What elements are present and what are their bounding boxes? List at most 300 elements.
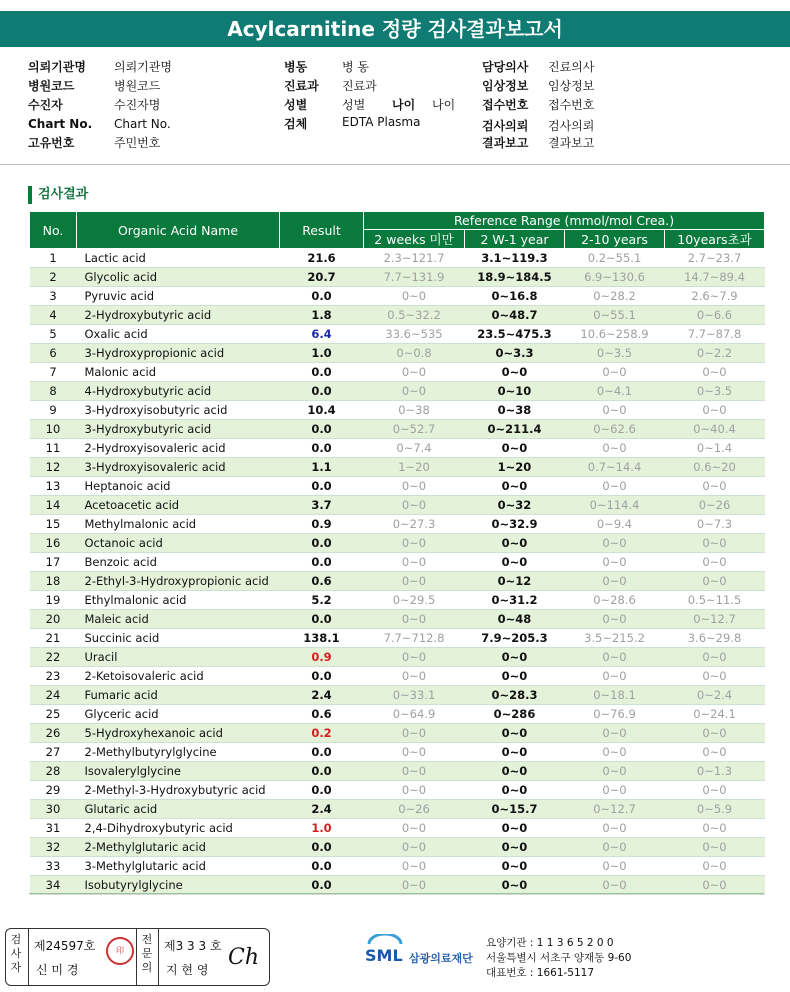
row-number: 4 xyxy=(30,306,77,325)
acid-name: Acetoacetic acid xyxy=(77,496,280,515)
reference-range: 0~38 xyxy=(364,401,465,420)
section-title: 검사결과 xyxy=(28,186,88,204)
reference-range: 1~20 xyxy=(364,458,465,477)
acid-name: Succinic acid xyxy=(77,629,280,648)
row-number: 1 xyxy=(30,249,77,268)
reference-range: 0~4.1 xyxy=(565,382,665,401)
row-number: 28 xyxy=(30,762,77,781)
reference-range: 0.7~14.4 xyxy=(565,458,665,477)
result-value: 1.0 xyxy=(280,344,364,363)
acid-name: Glutaric acid xyxy=(77,800,280,819)
reference-range: 0~0 xyxy=(665,534,765,553)
reference-range: 0~0 xyxy=(465,648,565,667)
reference-range: 0~0 xyxy=(565,667,665,686)
reference-range: 0~0 xyxy=(364,857,465,876)
reference-range: 0~32 xyxy=(465,496,565,515)
org-phone: 대표번호 : 1661-5117 xyxy=(486,967,595,979)
reference-range: 0~0 xyxy=(364,496,465,515)
acid-name: Heptanoic acid xyxy=(77,477,280,496)
result-value: 6.4 xyxy=(280,325,364,344)
reference-range: 0~0 xyxy=(364,648,465,667)
doctor-signature: Ch xyxy=(228,945,260,970)
table-row xyxy=(30,819,765,838)
table-row xyxy=(30,458,765,477)
reference-range: 0~0 xyxy=(364,363,465,382)
reference-range: 0~0 xyxy=(665,724,765,743)
row-number: 27 xyxy=(30,743,77,762)
reference-range: 0~0 xyxy=(565,553,665,572)
col-header-result: Result xyxy=(280,212,364,249)
result-value: 0.0 xyxy=(280,667,364,686)
reference-range: 0~48 xyxy=(465,610,565,629)
table-row xyxy=(30,553,765,572)
acid-name: Glycolic acid xyxy=(77,268,280,287)
reference-range: 0~0 xyxy=(565,724,665,743)
row-number: 19 xyxy=(30,591,77,610)
info-label: Chart No. xyxy=(28,117,93,131)
result-value: 0.0 xyxy=(280,610,364,629)
reference-range: 0~0 xyxy=(364,838,465,857)
table-row xyxy=(30,781,765,800)
reference-range: 0~0 xyxy=(665,876,765,895)
reference-range: 1~20 xyxy=(465,458,565,477)
reference-range: 0~7.3 xyxy=(665,515,765,534)
table-row xyxy=(30,838,765,857)
info-value: EDTA Plasma xyxy=(342,115,421,129)
reference-range: 0~0 xyxy=(565,819,665,838)
reference-range: 0~2.2 xyxy=(665,344,765,363)
acid-name: Fumaric acid xyxy=(77,686,280,705)
table-row xyxy=(30,363,765,382)
reference-range: 0~0 xyxy=(364,287,465,306)
acid-name: Glyceric acid xyxy=(77,705,280,724)
info-label: 담당의사 xyxy=(482,60,529,74)
reference-range: 0~6.6 xyxy=(665,306,765,325)
result-value: 2.4 xyxy=(280,800,364,819)
table-row xyxy=(30,800,765,819)
reference-range: 0~0 xyxy=(665,857,765,876)
reference-range: 0~0 xyxy=(465,876,565,895)
reference-range: 2.7~23.7 xyxy=(665,249,765,268)
reference-range: 0~24.1 xyxy=(665,705,765,724)
reference-range: 0.6~20 xyxy=(665,458,765,477)
table-row xyxy=(30,382,765,401)
row-number: 23 xyxy=(30,667,77,686)
table-row xyxy=(30,287,765,306)
info-label: 임상정보 xyxy=(482,79,529,93)
row-number: 8 xyxy=(30,382,77,401)
info-label: 고유번호 xyxy=(28,136,75,150)
reference-range: 0~0 xyxy=(465,819,565,838)
row-number: 10 xyxy=(30,420,77,439)
result-value: 21.6 xyxy=(280,249,364,268)
reference-range: 0~0 xyxy=(465,439,565,458)
table-row xyxy=(30,306,765,325)
reference-range: 0~0 xyxy=(565,477,665,496)
acid-name: Uracil xyxy=(77,648,280,667)
result-value: 0.6 xyxy=(280,572,364,591)
reference-range: 0~0 xyxy=(565,876,665,895)
tester-name: 신 미 경 xyxy=(36,963,79,977)
acid-name: Isobutyrylglycine xyxy=(77,876,280,895)
acid-name: Isovalerylglycine xyxy=(77,762,280,781)
org-address: 서울특별시 서초구 양재동 9-60 xyxy=(486,952,632,964)
info-value: 진료과 xyxy=(342,79,377,93)
row-number: 14 xyxy=(30,496,77,515)
org-code: 요양기관 : 1 1 3 6 5 2 0 0 xyxy=(486,937,614,949)
table-row xyxy=(30,325,765,344)
reference-range: 0~3.5 xyxy=(565,344,665,363)
col-header-no: No. xyxy=(30,212,77,249)
reference-range: 0.5~11.5 xyxy=(665,591,765,610)
reference-range: 0~27.3 xyxy=(364,515,465,534)
reference-range: 7.7~131.9 xyxy=(364,268,465,287)
row-number: 6 xyxy=(30,344,77,363)
reference-range: 0~0 xyxy=(665,743,765,762)
reference-range: 2.6~7.9 xyxy=(665,287,765,306)
reference-range: 0~211.4 xyxy=(465,420,565,439)
row-number: 18 xyxy=(30,572,77,591)
acid-name: Oxalic acid xyxy=(77,325,280,344)
reference-range: 0~0.8 xyxy=(364,344,465,363)
reference-range: 23.5~475.3 xyxy=(465,325,565,344)
reference-range: 7.7~87.8 xyxy=(665,325,765,344)
reference-range: 0~7.4 xyxy=(364,439,465,458)
reference-range: 0~0 xyxy=(364,781,465,800)
col-header-range: 2-10 years xyxy=(565,230,665,249)
reference-range: 0~31.2 xyxy=(465,591,565,610)
reference-range: 0~0 xyxy=(364,762,465,781)
reference-range: 7.9~205.3 xyxy=(465,629,565,648)
reference-range: 0~0 xyxy=(465,667,565,686)
reference-range: 0~0 xyxy=(364,876,465,895)
result-value: 1.1 xyxy=(280,458,364,477)
reference-range: 0~0 xyxy=(565,610,665,629)
acid-name: 4-Hydroxybutyric acid xyxy=(77,382,280,401)
info-label: 병원코드 xyxy=(28,79,75,93)
acid-name: 3-Methylglutaric acid xyxy=(77,857,280,876)
acid-name: Octanoic acid xyxy=(77,534,280,553)
table-row xyxy=(30,667,765,686)
result-value: 0.0 xyxy=(280,553,364,572)
acid-name: 2-Hydroxyisovaleric acid xyxy=(77,439,280,458)
info-value: 진료의사 xyxy=(548,60,595,74)
row-number: 12 xyxy=(30,458,77,477)
info-value: 병 동 xyxy=(342,60,369,74)
result-value: 5.2 xyxy=(280,591,364,610)
reference-range: 0~0 xyxy=(364,743,465,762)
result-value: 20.7 xyxy=(280,268,364,287)
reference-range: 0~0 xyxy=(665,401,765,420)
col-header-reference: Reference Range (mmol/mol Crea.) xyxy=(364,212,765,230)
reference-range: 0~18.1 xyxy=(565,686,665,705)
reference-range: 0~0 xyxy=(565,743,665,762)
acid-name: 2-Methyl-3-Hydroxybutyric acid xyxy=(77,781,280,800)
tester-seal: 印 xyxy=(106,937,134,965)
reference-range: 0.2~55.1 xyxy=(565,249,665,268)
row-number: 17 xyxy=(30,553,77,572)
reference-range: 14.7~89.4 xyxy=(665,268,765,287)
reference-range: 0.5~32.2 xyxy=(364,306,465,325)
acid-name: 5-Hydroxyhexanoic acid xyxy=(77,724,280,743)
table-row xyxy=(30,401,765,420)
col-header-range: 10years초과 xyxy=(665,230,765,249)
reference-range: 18.9~184.5 xyxy=(465,268,565,287)
info-value: 성별 xyxy=(342,98,366,112)
reference-range: 0~0 xyxy=(465,477,565,496)
reference-range: 0~32.9 xyxy=(465,515,565,534)
row-number: 2 xyxy=(30,268,77,287)
row-number: 31 xyxy=(30,819,77,838)
table-row xyxy=(30,743,765,762)
org-logo-text: SML xyxy=(365,946,403,965)
acid-name: 3-Hydroxypropionic acid xyxy=(77,344,280,363)
row-number: 5 xyxy=(30,325,77,344)
doctor-label: 전문의 xyxy=(141,933,153,974)
row-number: 13 xyxy=(30,477,77,496)
row-number: 15 xyxy=(30,515,77,534)
reference-range: 0~0 xyxy=(364,819,465,838)
reference-range: 0~0 xyxy=(465,838,565,857)
reference-range: 0~76.9 xyxy=(565,705,665,724)
info-value: 결과보고 xyxy=(548,136,595,150)
reference-range: 0~0 xyxy=(364,667,465,686)
reference-range: 0~3.5 xyxy=(665,382,765,401)
reference-range: 0~0 xyxy=(565,781,665,800)
header-divider xyxy=(0,164,790,165)
result-value: 0.0 xyxy=(280,876,364,895)
reference-range: 0~29.5 xyxy=(364,591,465,610)
acid-name: 2-Methylbutyrylglycine xyxy=(77,743,280,762)
result-value: 1.0 xyxy=(280,819,364,838)
info-value: 수진자명 xyxy=(114,98,161,112)
info-label: 성별 xyxy=(284,98,308,112)
reference-range: 0~2.4 xyxy=(665,686,765,705)
reference-range: 0~26 xyxy=(665,496,765,515)
acid-name: 3-Hydroxyisovaleric acid xyxy=(77,458,280,477)
reference-range: 6.9~130.6 xyxy=(565,268,665,287)
reference-range: 0~12.7 xyxy=(565,800,665,819)
result-value: 0.2 xyxy=(280,724,364,743)
result-value: 0.0 xyxy=(280,838,364,857)
reference-range: 0~0 xyxy=(665,667,765,686)
acid-name: Maleic acid xyxy=(77,610,280,629)
info-label: 접수번호 xyxy=(482,98,529,112)
table-row xyxy=(30,515,765,534)
table-row xyxy=(30,648,765,667)
reference-range: 0~0 xyxy=(364,477,465,496)
reference-range: 0~12.7 xyxy=(665,610,765,629)
info-label: 검사의뢰 xyxy=(482,119,529,133)
row-number: 29 xyxy=(30,781,77,800)
row-number: 20 xyxy=(30,610,77,629)
organization-logo xyxy=(365,934,485,974)
reference-range: 0~0 xyxy=(465,857,565,876)
table-row xyxy=(30,610,765,629)
reference-range: 0~0 xyxy=(364,534,465,553)
info-value: Chart No. xyxy=(114,117,171,131)
reference-range: 0~0 xyxy=(565,363,665,382)
reference-range: 0~0 xyxy=(565,439,665,458)
row-number: 25 xyxy=(30,705,77,724)
acid-name: 3-Hydroxybutyric acid xyxy=(77,420,280,439)
info-value: 검사의뢰 xyxy=(548,119,595,133)
result-value: 0.0 xyxy=(280,287,364,306)
row-number: 22 xyxy=(30,648,77,667)
reference-range: 0~28.2 xyxy=(565,287,665,306)
reference-range: 0~0 xyxy=(364,382,465,401)
reference-range: 0~0 xyxy=(565,648,665,667)
reference-range: 0~48.7 xyxy=(465,306,565,325)
reference-range: 0~12 xyxy=(465,572,565,591)
reference-range: 0~0 xyxy=(665,838,765,857)
signature-box xyxy=(5,928,270,986)
row-number: 34 xyxy=(30,876,77,895)
reference-range: 0~1.4 xyxy=(665,439,765,458)
row-number: 33 xyxy=(30,857,77,876)
row-number: 26 xyxy=(30,724,77,743)
acid-name: Malonic acid xyxy=(77,363,280,382)
reference-range: 0~64.9 xyxy=(364,705,465,724)
result-value: 1.8 xyxy=(280,306,364,325)
reference-range: 0~52.7 xyxy=(364,420,465,439)
row-number: 9 xyxy=(30,401,77,420)
col-header-name: Organic Acid Name xyxy=(77,212,280,249)
result-value: 0.0 xyxy=(280,857,364,876)
reference-range: 0~0 xyxy=(565,534,665,553)
table-row xyxy=(30,249,765,268)
reference-range: 0~9.4 xyxy=(565,515,665,534)
acid-name: Benzoic acid xyxy=(77,553,280,572)
reference-range: 0~26 xyxy=(364,800,465,819)
table-row xyxy=(30,724,765,743)
table-row xyxy=(30,572,765,591)
reference-range: 0~0 xyxy=(465,743,565,762)
col-header-range: 2 weeks 미만 xyxy=(364,230,465,249)
info-value: 주민번호 xyxy=(114,136,161,150)
reference-range: 33.6~535 xyxy=(364,325,465,344)
result-value: 0.9 xyxy=(280,515,364,534)
table-row xyxy=(30,420,765,439)
row-number: 21 xyxy=(30,629,77,648)
reference-range: 0~0 xyxy=(565,572,665,591)
result-value: 0.0 xyxy=(280,363,364,382)
reference-range: 0~0 xyxy=(565,857,665,876)
table-row xyxy=(30,591,765,610)
info-value: 임상정보 xyxy=(548,79,595,93)
reference-range: 0~0 xyxy=(665,648,765,667)
acid-name: 3-Hydroxyisobutyric acid xyxy=(77,401,280,420)
info-label: 진료과 xyxy=(284,79,319,93)
reference-range: 0~0 xyxy=(364,724,465,743)
patient-info xyxy=(0,56,790,166)
reference-range: 0~0 xyxy=(364,553,465,572)
reference-range: 0~0 xyxy=(565,762,665,781)
result-value: 0.9 xyxy=(280,648,364,667)
result-value: 3.7 xyxy=(280,496,364,515)
acid-name: Pyruvic acid xyxy=(77,287,280,306)
reference-range: 0~15.7 xyxy=(465,800,565,819)
tester-label: 검사자 xyxy=(10,933,22,974)
table-row xyxy=(30,629,765,648)
reference-range: 0~114.4 xyxy=(565,496,665,515)
result-value: 10.4 xyxy=(280,401,364,420)
reference-range: 0~28.3 xyxy=(465,686,565,705)
reference-range: 0~0 xyxy=(364,572,465,591)
table-row xyxy=(30,496,765,515)
reference-range: 0~55.1 xyxy=(565,306,665,325)
info-label: 병동 xyxy=(284,60,308,74)
table-row xyxy=(30,439,765,458)
row-number: 32 xyxy=(30,838,77,857)
org-name: 삼광의료재단 xyxy=(409,952,473,965)
doctor-license-no: 제3 3 3 호 xyxy=(164,939,222,953)
info-label: 결과보고 xyxy=(482,136,529,150)
reference-range: 0~0 xyxy=(665,819,765,838)
result-value: 0.0 xyxy=(280,439,364,458)
result-value: 0.0 xyxy=(280,743,364,762)
reference-range: 0~286 xyxy=(465,705,565,724)
table-row xyxy=(30,344,765,363)
age-value: 나이 xyxy=(432,98,456,112)
reference-range: 0~28.6 xyxy=(565,591,665,610)
reference-range: 0~0 xyxy=(465,762,565,781)
reference-range: 0~62.6 xyxy=(565,420,665,439)
table-row xyxy=(30,762,765,781)
tester-license-no: 제24597호 xyxy=(34,939,96,953)
row-number: 24 xyxy=(30,686,77,705)
table-row xyxy=(30,705,765,724)
reference-range: 0~0 xyxy=(565,838,665,857)
result-value: 0.0 xyxy=(280,762,364,781)
info-value: 접수번호 xyxy=(548,98,595,112)
org-contact xyxy=(486,936,631,981)
acid-name: 2,4-Dihydroxybutyric acid xyxy=(77,819,280,838)
reference-range: 0~33.1 xyxy=(364,686,465,705)
reference-range: 7.7~712.8 xyxy=(364,629,465,648)
row-number: 11 xyxy=(30,439,77,458)
result-value: 2.4 xyxy=(280,686,364,705)
acid-name: 2-Ethyl-3-Hydroxypropionic acid xyxy=(77,572,280,591)
result-value: 0.0 xyxy=(280,534,364,553)
reference-range: 3.1~119.3 xyxy=(465,249,565,268)
acid-name: 2-Hydroxybutyric acid xyxy=(77,306,280,325)
acid-name: 2-Methylglutaric acid xyxy=(77,838,280,857)
acid-name: Ethylmalonic acid xyxy=(77,591,280,610)
result-value: 0.0 xyxy=(280,420,364,439)
col-header-range: 2 W-1 year xyxy=(465,230,565,249)
row-number: 30 xyxy=(30,800,77,819)
row-number: 16 xyxy=(30,534,77,553)
row-number: 7 xyxy=(30,363,77,382)
result-value: 0.0 xyxy=(280,382,364,401)
reference-range: 0~1.3 xyxy=(665,762,765,781)
reference-range: 0~16.8 xyxy=(465,287,565,306)
table-row xyxy=(30,857,765,876)
reference-range: 0~40.4 xyxy=(665,420,765,439)
result-value: 0.6 xyxy=(280,705,364,724)
reference-range: 10.6~258.9 xyxy=(565,325,665,344)
info-value: 의뢰기관명 xyxy=(114,60,172,74)
acid-name: Lactic acid xyxy=(77,249,280,268)
info-label: 수진자 xyxy=(28,98,63,112)
reference-range: 3.5~215.2 xyxy=(565,629,665,648)
reference-range: 0~5.9 xyxy=(665,800,765,819)
reference-range: 0~0 xyxy=(665,477,765,496)
reference-range: 0~0 xyxy=(665,363,765,382)
results-table xyxy=(29,211,765,895)
row-number: 3 xyxy=(30,287,77,306)
